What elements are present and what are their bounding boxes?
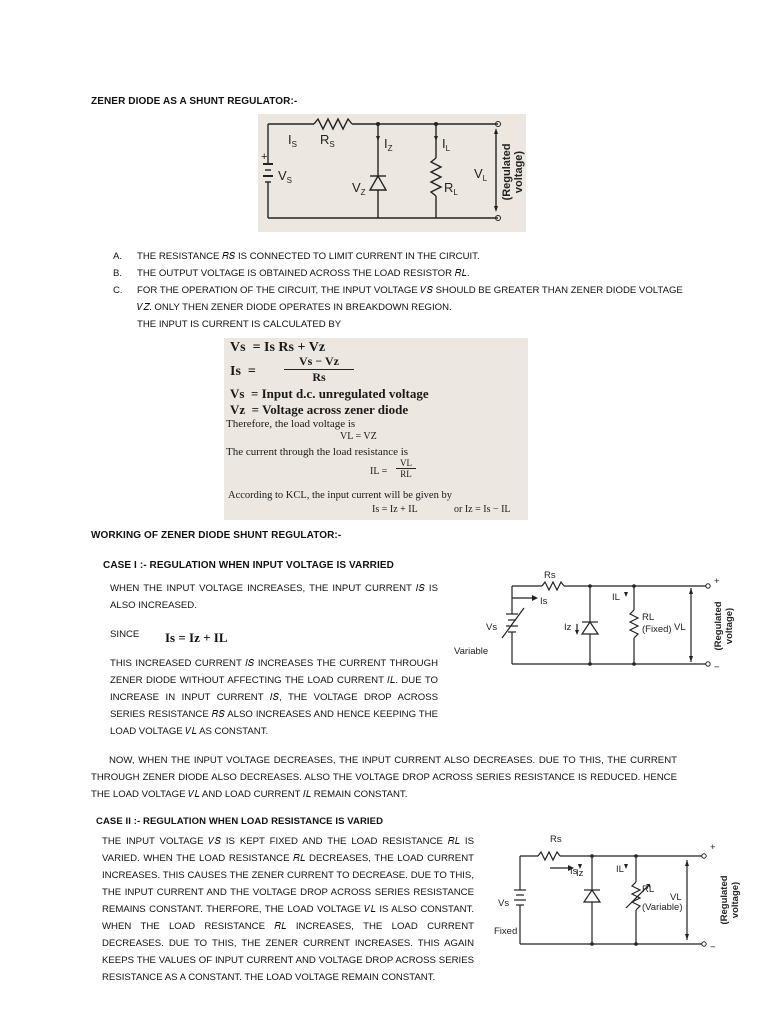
equation-vs-def: Vs = Input d.c. unregulated voltage (230, 386, 429, 401)
fig3-minus-label: − (710, 942, 716, 953)
circuit-figure-2 (452, 566, 738, 674)
list-item: C. FOR THE OPERATION OF THE CIRCUIT, THE INPUT VOLTAGE 𝑉𝑆 SHOULD BE GREATER THAN ZENER DIODE VOLTAGE 𝑉𝑍. ONLY THEN ZENER DIODE OPERATES IN BREAKDOWN REGION. (113, 285, 683, 313)
since-equation: Is = Iz + IL (165, 630, 228, 645)
equation-is-lhs: Is = (230, 364, 256, 379)
kcl-equation-1: Is = Iz + IL (372, 504, 418, 515)
equations-figure (224, 338, 528, 520)
fig1-il-label: $I_L$ (442, 136, 451, 153)
circuit-diagram-1 (258, 114, 526, 232)
fig3-voltage-label: voltage) (730, 881, 741, 919)
section-heading-shunt-regulator: ZENER DIODE AS A SHUNT REGULATOR:- (91, 96, 298, 107)
circuit-figure-3 (490, 826, 764, 954)
fig2-rs-label: Rs (544, 570, 556, 581)
fig2-voltage-label: voltage) (724, 607, 735, 645)
section-heading-working: WORKING OF ZENER DIODE SHUNT REGULATOR:- (91, 530, 342, 541)
load-current-text: The current through the load resistance is (226, 446, 409, 458)
fig2-vs-label: Vs (486, 622, 498, 633)
fig3-rl-label: RL (642, 884, 655, 895)
fig3-variable-label: (Variable) (642, 902, 683, 913)
circuit-figure-1 (258, 114, 526, 232)
fig1-vs-label: $V_S$ (278, 168, 293, 185)
therefore-text: Therefore, the load voltage is (226, 418, 356, 430)
fig2-minus-label: − (714, 662, 720, 673)
case1-paragraph-1: WHEN THE INPUT VOLTAGE INCREASES, THE INPUT CURRENT 𝐼𝑆 IS ALSO INCREASED. (110, 583, 438, 611)
fig2-fixed-label: (Fixed) (642, 624, 672, 635)
input-current-intro: THE INPUT IS CURRENT IS CALCULATED BY (137, 319, 342, 330)
il-equation-fraction: VL RL (396, 458, 416, 479)
fig1-regulated-label: (Regulated (501, 143, 513, 201)
fig3-il-label: IL (616, 864, 624, 875)
fig2-rl-label: RL (642, 612, 655, 623)
case1-paragraph-3: NOW, WHEN THE INPUT VOLTAGE DECREASES, THE INPUT CURRENT ALSO DECREASES. DUE TO THIS, THE CURRENT THROUGH ZENER DIODE ALSO DECREASES. ALSO THE VOLTAGE DROP ACROSS SERIES RESISTANCE IS REDUCED. HENCE THE LOAD VOLTAGE 𝑉𝐿 AND LOAD CURRENT 𝐼𝐿 REMAIN CONSTANT. (91, 755, 677, 800)
fig2-regulated-label: (Regulated (713, 601, 724, 651)
equation-vz-def: Vz = Voltage across zener diode (230, 402, 409, 417)
fig3-plus-label: + (710, 842, 716, 853)
fig2-variable-label: Variable (454, 646, 489, 657)
fig1-iz-label: $I_Z$ (384, 136, 393, 153)
fig3-iz-label: Iz (576, 868, 584, 879)
equation-is-fraction: Vs − Vz Rs (284, 354, 354, 385)
kcl-text: According to KCL, the input current will be given by (228, 490, 452, 501)
case2-paragraph: THE INPUT VOLTAGE 𝑉𝑆 IS KEPT FIXED AND THE LOAD RESISTANCE 𝑅𝐿 IS VARIED. WHEN THE LOAD RESISTANCE 𝑅𝐿 DECREASES, THE LOAD CURRENT INCREASES. THIS CAUSES THE ZENER CURRENT TO DECREASE. DUE TO THIS, THE INPUT CURRENT AND THE VOLTAGE DROP ACROSS SERIES RESISTANCE REMAINS CONSTANT. THERFORE, THE LOAD VOLTAGE 𝑉𝐿 IS ALSO CONSTANT. WHEN THE LOAD RESISTANCE 𝑅𝐿 INCREASES, THE LOAD CURRENT DECREASES. DUE TO THIS, THE ZENER CURRENT INCREASES. THIS AGAIN KEEPS THE VALUES OF INPUT CURRENT AND VOLTAGE DROP ACROSS SERIES RESISTANCE AS A CONSTANT. THE LOAD VOLTAGE REMAIN CONSTANT. (102, 836, 474, 983)
fig2-vl-label: VL (674, 622, 686, 633)
fig2-plus-label: + (714, 576, 720, 587)
fig3-fixed-label: Fixed (494, 926, 518, 937)
circuit-diagram-3 (490, 826, 764, 954)
fig2-il-label: IL (612, 592, 620, 603)
fig1-vz-label: $V_Z$ (352, 180, 366, 197)
kcl-equation-2: or Iz = Is − IL (454, 504, 511, 515)
fig1-vl-label: $V_L$ (474, 166, 488, 183)
fig3-vs-label: Vs (498, 898, 510, 909)
since-label: SINCE (110, 629, 140, 640)
points-list (113, 248, 683, 333)
vl-equation: VL = VZ (340, 431, 377, 442)
equation-vs: Vs = Is Rs + Vz (230, 340, 326, 355)
fig2-iz-label: Iz (564, 622, 572, 633)
circuit-diagram-2 (452, 566, 738, 674)
fig1-voltage-label: voltage) (513, 150, 525, 194)
fig3-regulated-label: (Regulated (719, 875, 730, 925)
fig2-is-label: Is (540, 596, 548, 607)
list-item: A. THE RESISTANCE 𝑅𝑆 IS CONNECTED TO LIMIT CURRENT IN THE CIRCUIT. (113, 251, 480, 262)
fig1-rl-label: $R_L$ (444, 180, 458, 197)
case1-paragraph-2: THIS INCREASED CURRENT 𝐼𝑆 INCREASES THE CURRENT THROUGH ZENER DIODE WITHOUT AFFECTING THE LOAD CURRENT 𝐼𝐿. DUE TO INCREASE IN INPUT CURRENT 𝐼𝑆, THE VOLTAGE DROP ACROSS SERIES RESISTANCE 𝑅𝑆 ALSO INCREASES AND HENCE KEEPING THE LOAD VOLTAGE 𝑉𝐿 AS CONSTANT. (110, 658, 438, 737)
fig1-rs-label: $R_S$ (320, 132, 335, 149)
fig1-is-label: $I_S$ (288, 132, 297, 149)
fig1-plus-label: + (261, 151, 268, 163)
fig3-rs-label: Rs (550, 834, 562, 845)
fig3-is-label: Is (570, 866, 578, 877)
fig3-vl-label: VL (670, 892, 682, 903)
case2-heading: CASE II :- REGULATION WHEN LOAD RESISTANCE IS VARIED (96, 816, 384, 827)
case1-heading: CASE I :- REGULATION WHEN INPUT VOLTAGE IS VARRIED (103, 560, 394, 571)
il-equation-lhs: IL = (370, 466, 388, 477)
list-item: B. THE OUTPUT VOLTAGE IS OBTAINED ACROSS THE LOAD RESISTOR 𝑅𝐿. (113, 268, 470, 279)
